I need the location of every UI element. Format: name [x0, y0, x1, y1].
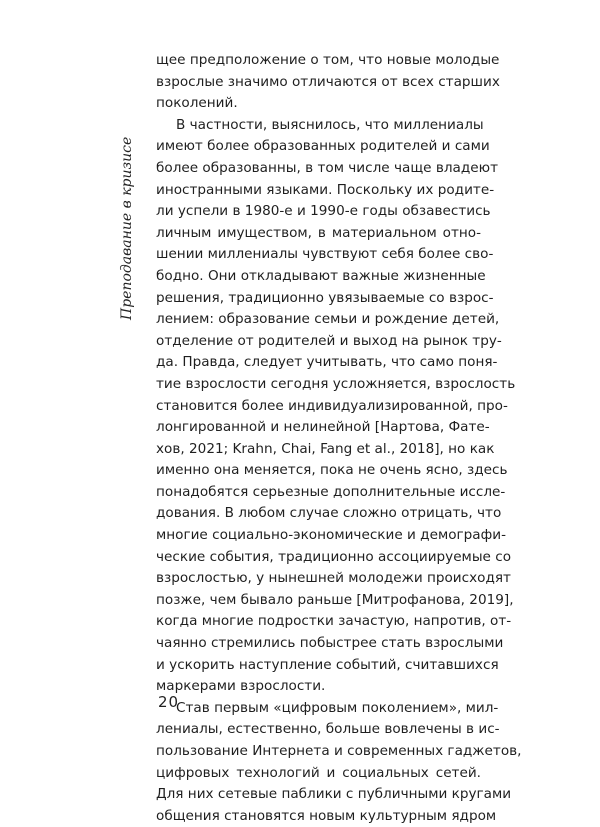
- text-line: более образованны, в том числе чаще владеют: [156, 159, 498, 176]
- text-line: Для них сетевые паблики с публичными кругами: [156, 786, 512, 803]
- text-line: именно она меняется, пока не очень ясно, здесь: [156, 462, 508, 479]
- page-number: 20: [158, 693, 180, 711]
- text-line: тие взрослости сегодня усложняется, взрослость: [156, 375, 516, 392]
- text-line: Став первым «цифровым поколением», мил-: [176, 699, 499, 716]
- text-line: отделение от родителей и выход на рынок тру-: [156, 332, 502, 349]
- text-line: общения становятся новым культурным ядром: [156, 807, 497, 824]
- text-line: дования. В любом случае сложно отрицать, что: [156, 505, 502, 522]
- text-line: хов, 2021; Krahn, Chai, Fang et al., 2018], но как: [156, 440, 495, 457]
- text-line: пользование Интернета и современных гаджетов,: [156, 743, 522, 759]
- text-line: ческие события, традиционно ассоциируемые со: [156, 548, 512, 565]
- text-line: лениалы, естественно, больше вовлечены в ис-: [156, 721, 500, 738]
- text-line: взрослые значимо отличаются от всех старших: [156, 73, 500, 90]
- text-line: щее предположение о том, что новые молодые: [156, 52, 500, 68]
- text-line: когда многие подростки зачастую, напротив, от-: [156, 613, 512, 630]
- text-line: лонгированной и нелинейной [Нартова, Фате-: [156, 419, 490, 436]
- text-line: личным имуществом, в материальном отно-: [156, 224, 481, 241]
- text-line: поколений.: [156, 95, 238, 112]
- text-line: маркерами взрослости.: [156, 678, 326, 695]
- text-line: взрослостью, у нынешней молодежи происходят: [156, 570, 511, 587]
- text-line: становится более индивидуализированной, про-: [156, 397, 508, 414]
- paragraph: [156, 698, 522, 827]
- text-line: понадобятся серьезные дополнительные иссле-: [156, 483, 506, 500]
- text-line: шении миллениалы чувствуют себя более сво-: [156, 246, 494, 263]
- text-line: и ускорить наступление событий, считавшихся: [156, 656, 499, 673]
- running-head: Преподавание в кризисе: [119, 136, 135, 320]
- text-line: да. Правда, следует учитывать, что само поня-: [156, 354, 498, 371]
- text-line: иностранными языками. Поскольку их родите-: [156, 181, 495, 198]
- text-line: решения, традиционно увязываемые со взрос-: [156, 289, 494, 306]
- text-line: позже, чем бывало раньше [Митрофанова, 2019],: [156, 591, 514, 608]
- paragraph: [156, 50, 500, 115]
- body-text: [156, 50, 522, 827]
- text-line: лением: образование семьи и рождение детей,: [156, 311, 500, 328]
- text-line: ли успели в 1980-е и 1990-е годы обзавестись: [156, 203, 491, 220]
- text-line: В частности, выяснилось, что миллениалы: [176, 116, 484, 133]
- paragraph: [156, 115, 516, 698]
- text-line: многие социально-экономические и демографи-: [156, 527, 506, 544]
- text-line: бодно. Они откладывают важные жизненные: [156, 267, 486, 284]
- text-line: чаянно стремились побыстрее стать взрослыми: [156, 635, 504, 652]
- text-line: цифровых технологий и социальных сетей.: [156, 764, 481, 781]
- text-line: имеют более образованных родителей и сами: [156, 138, 490, 155]
